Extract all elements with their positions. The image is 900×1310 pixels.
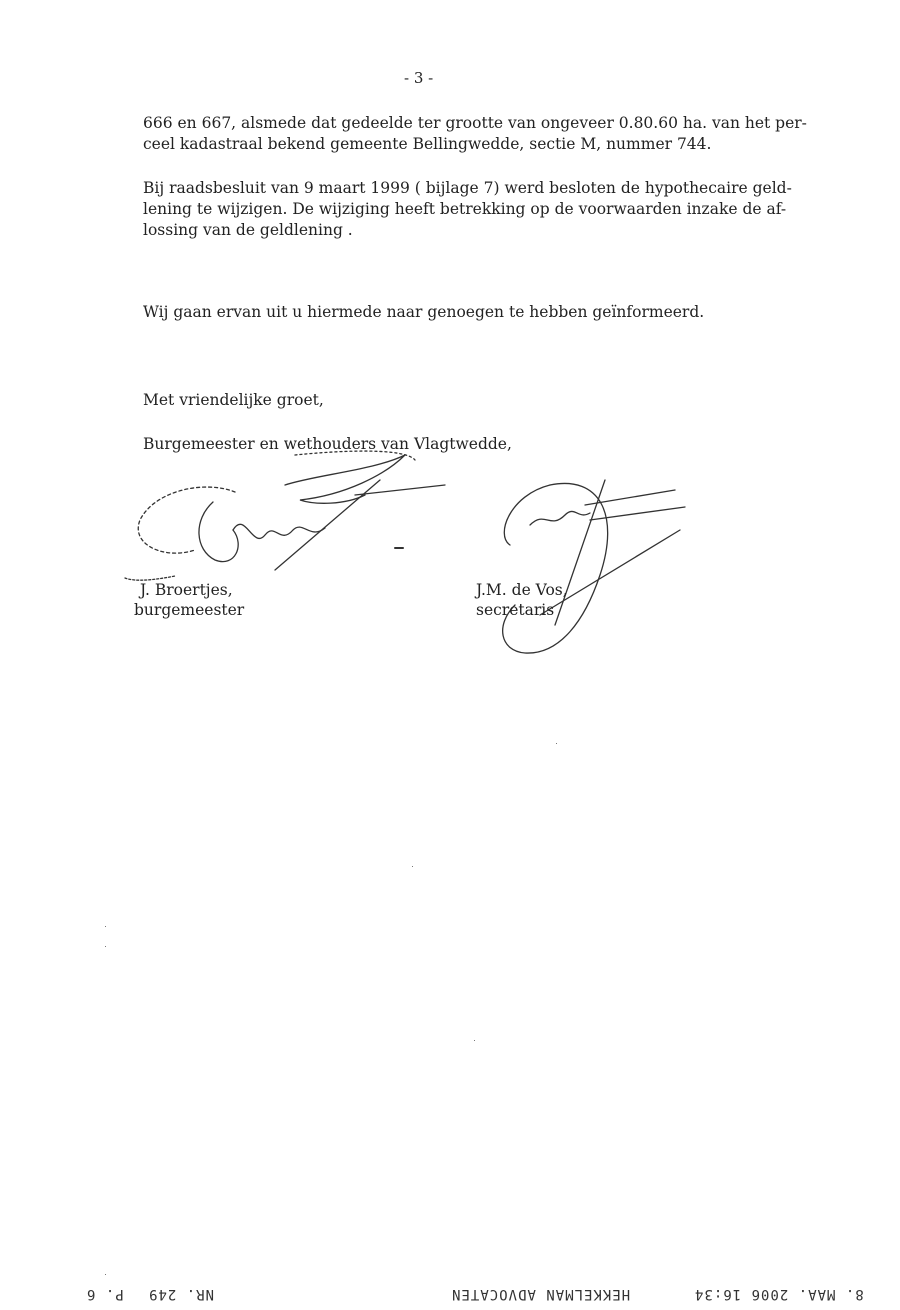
signatory-2-name: J.M. de Vos,: [476, 581, 568, 599]
scan-speck: [105, 1274, 106, 1275]
fax-sender: HEKKELMAN ADVOCATEN: [451, 1286, 631, 1302]
paragraph-1: [143, 113, 807, 155]
closing-greeting: Met vriendelijke groet,: [143, 391, 324, 409]
paragraph-2-line-1: Bij raadsbesluit van 9 maart 1999 ( bijlage 7) werd besloten de hypothecaire geld-: [143, 179, 792, 197]
paragraph-1-line-2: ceel kadastraal bekend gemeente Bellingwedde, sectie M, nummer 744.: [143, 135, 712, 153]
signatory-1-name: J. Broertjes,: [140, 581, 233, 599]
signatory-1-title: burgemeester: [134, 601, 245, 619]
signatory-2-title: secretaris: [476, 601, 555, 619]
fax-number: NR. 249: [148, 1286, 215, 1302]
scan-speck: [105, 946, 106, 947]
scan-speck: [556, 743, 557, 744]
paragraph-2-line-2: lening te wijzigen. De wijziging heeft betrekking op de voorwaarden inzake de af-: [143, 200, 787, 218]
sender-line: Burgemeester en wethouders van Vlagtwedde,: [143, 435, 512, 453]
fax-datetime: 8. MAA. 2006 16:34: [694, 1286, 864, 1302]
paragraph-1-line-1: 666 en 667, alsmede dat gedeelde ter grootte van ongeveer 0.80.60 ha. van het per-: [143, 114, 807, 132]
page-number: - 3 -: [404, 69, 434, 87]
paragraph-2-line-3: lossing van de geldlening .: [143, 221, 353, 239]
scan-speck: [105, 926, 106, 927]
paragraph-3: Wij gaan ervan uit u hiermede naar genoegen te hebben geïnformeerd.: [143, 303, 705, 321]
scan-speck: [474, 1040, 475, 1041]
fax-page: P. 6: [86, 1286, 124, 1302]
signature-mayor: [115, 450, 455, 590]
signature-secretary: [490, 475, 700, 665]
scan-speck: [412, 866, 413, 867]
paragraph-2: [143, 178, 792, 241]
